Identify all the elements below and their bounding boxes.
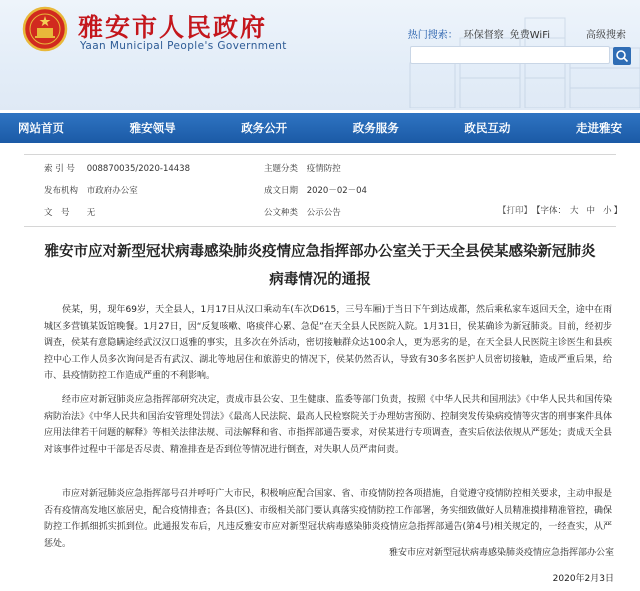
hot-search-label: 热门搜索： xyxy=(407,30,458,41)
article-paragraph-1: 侯某，男，现年69岁，天全县人，1月17日从汉口乘动车(车次D615，三号车厢)于当日下午到达成都，然后乘私家车返回天全，途中在雨城区多营镇某饭馆晚餐。1月27日，因“反复咳嗽、咯痰伴心累、急促”在天全县人民医院入院。1月31日，侯某确诊为新冠肺炎。目前，经初步调查，侯某有意隐瞒途经武汉汉口返雅的事实，且多次在外活动，密切接触群众达100余人，更为恶劣的是，在天全县人民医院主诊医生和县疾控中心工作人员多次询问是否有武汉、湖北等地居住和旅游史的情况下，侯某仍然否认，导致有30多名医护人员密切接触，造成严重后果，给市、县疫情防控工作造成严重的不利影响。 xyxy=(44,305,612,382)
nav-interaction[interactable]: 政民互动 xyxy=(464,121,511,135)
category-label: 主题分类 xyxy=(264,164,299,174)
date-label: 成文日期 xyxy=(264,186,299,196)
nav-leaders[interactable]: 雅安领导 xyxy=(129,121,176,135)
type-value: 公示公告 xyxy=(306,208,341,218)
divider-top xyxy=(24,154,616,155)
font-small-link[interactable]: 小 xyxy=(603,206,612,216)
nav-gov-info[interactable]: 政务公开 xyxy=(241,121,288,135)
nav-about-yaan[interactable]: 走进雅安 xyxy=(575,121,622,135)
site-header xyxy=(0,0,640,110)
org-label: 发布机构 xyxy=(44,186,79,196)
article-tools xyxy=(498,204,622,216)
index-value: 008870035/2020-14438 xyxy=(86,164,190,174)
number-value: 无 xyxy=(86,208,96,218)
link-advanced-search[interactable]: 高级搜索 xyxy=(586,30,626,41)
index-label: 索 引 号 xyxy=(44,164,75,174)
date-value: 2020－02－04 xyxy=(306,186,367,196)
search-input[interactable] xyxy=(410,46,610,64)
print-link[interactable]: 【打印】 xyxy=(498,206,533,216)
site-title[interactable]: 雅安市人民政府 xyxy=(78,13,268,42)
link-free-wifi[interactable]: 免费WiFi xyxy=(509,30,550,41)
top-links xyxy=(408,26,626,41)
divider-bottom xyxy=(24,226,616,227)
org-value: 市政府办公室 xyxy=(86,186,138,196)
sign-date: 2020年2月3日 xyxy=(552,574,614,584)
article-title-line-1: 雅安市应对新型冠状病毒感染肺炎疫情应急指挥部办公室关于天全县侯某感染新冠肺炎 xyxy=(44,244,596,260)
font-medium-link[interactable]: 中 xyxy=(586,206,596,216)
link-env-inspection[interactable]: 环保督察 xyxy=(463,30,504,41)
nav-home[interactable]: 网站首页 xyxy=(18,121,64,135)
signature: 雅安市应对新型冠状病毒感染肺炎疫情应急指挥部办公室 xyxy=(388,548,614,558)
article-paragraph-3: 市应对新冠肺炎应急指挥部号召并呼吁广大市民，积极响应配合国家、省、市疫情防控各项措施，自觉遵守疫情防控相关要求，主动申报是否有疫情高发地区旅居史，配合疫情排查；各县(区)、市级相关部门要认真落实疫情防控工作部署，务实细致做好人员精准摸排精准管控，确保防控工作抓细抓实抓到位。此通报发布后，凡违反雅安市应对新型冠状病毒感染肺炎疫情应急指挥部通告(第4号)相关规定的，一经查实，从严惩处。 xyxy=(44,489,612,549)
article-paragraph-2: 经市应对新冠肺炎应急指挥部研究决定，责成市县公安、卫生健康、监委等部门负责，按照《中华人民共和国刑法》《中华人民共和国传染病防治法》《中华人民共和国治安管理处罚法》《最高人民法院、最高人民检察院关于办理妨害预防、控制突发传染病疫情等灾害的刑事案件具体应用法律若干问题的解释》等相关法律法规、司法解释和省、市指挥部通告要求，对侯某进行专项调查，查实后依法依规从严惩处；责成天全县对该事件过程中干部是否尽责、精准排查是否到位等情况进行倒查，对失职人员严肃问责。 xyxy=(44,395,612,455)
nav-services[interactable]: 政务服务 xyxy=(352,121,399,135)
type-label: 公文种类 xyxy=(264,208,299,218)
font-label: 【字体： xyxy=(532,206,567,216)
number-label: 文 号 xyxy=(44,208,70,218)
search-icon[interactable] xyxy=(613,47,631,65)
national-emblem-icon xyxy=(22,6,68,52)
site-subtitle: Yaan Municipal People's Government xyxy=(80,40,287,52)
font-large-link[interactable]: 大 xyxy=(570,206,579,216)
category-value: 疫情防控 xyxy=(306,164,341,174)
article-title xyxy=(24,238,616,294)
main-nav xyxy=(0,113,640,143)
article-title-line-2: 病毒情况的通报 xyxy=(269,272,371,288)
font-close-bracket: 】 xyxy=(613,206,623,216)
